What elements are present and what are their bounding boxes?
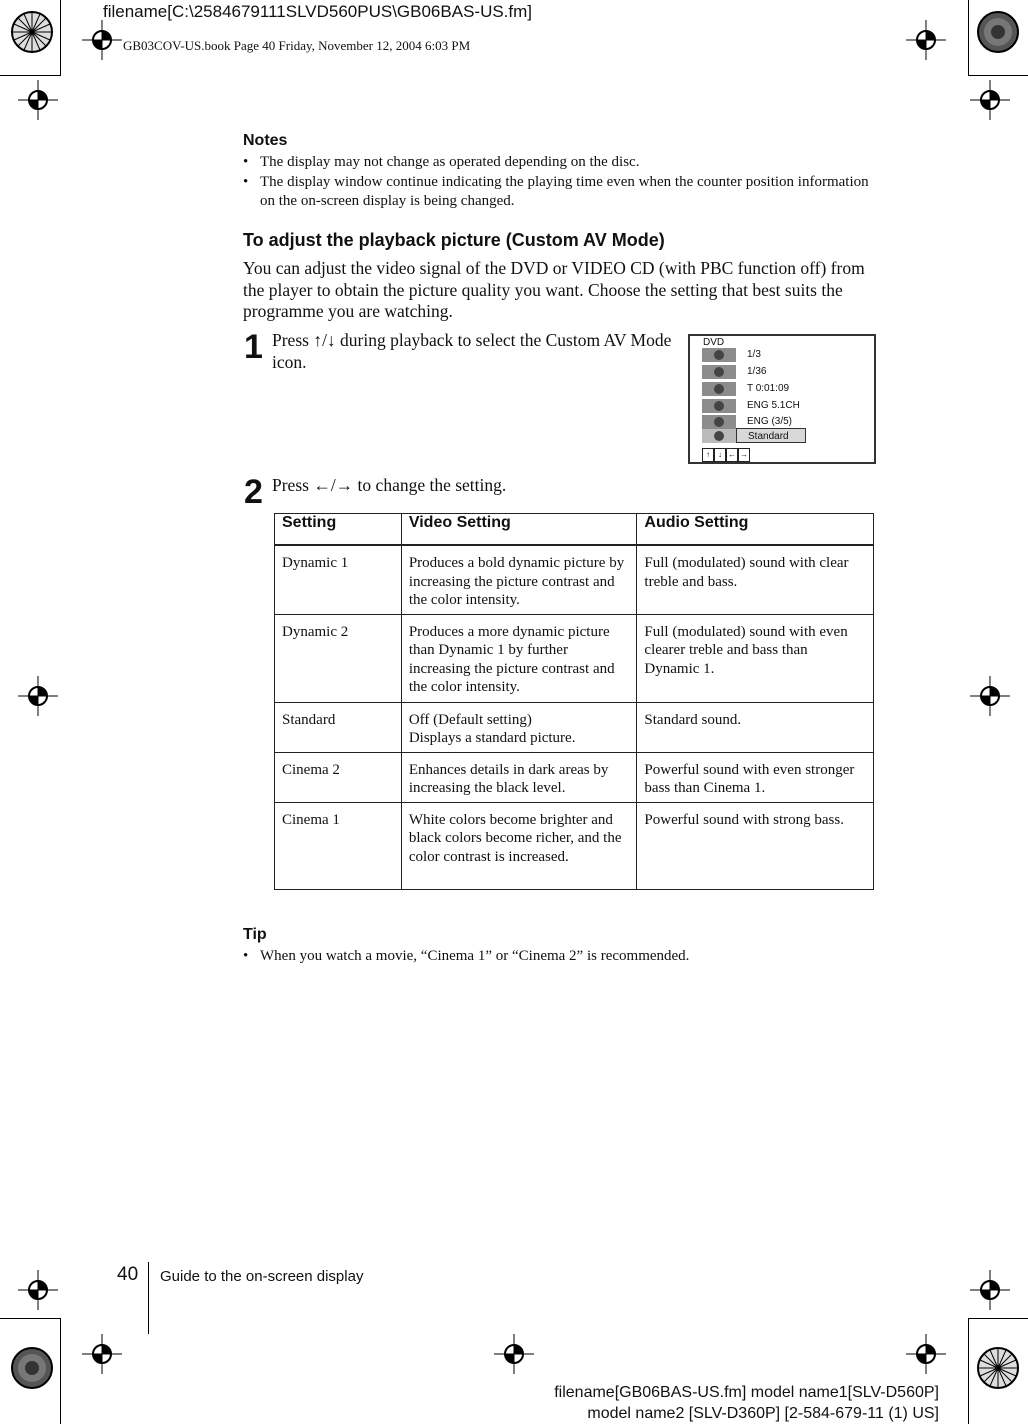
starburst-mark-icon — [10, 10, 54, 54]
osd-row-value: T 0:01:09 — [747, 383, 790, 394]
table-row — [275, 545, 874, 614]
header-filename: filename[C:\2584679111SLVD560PUS\GB06BAS-US.fm] — [103, 2, 533, 21]
footer-filename-line: model name2 [SLV-D360P] [2-584-679-11 (1) US] — [587, 1405, 939, 1422]
audio-icon — [702, 399, 736, 413]
step-number: 2 — [244, 473, 263, 511]
registration-mark-icon — [494, 1334, 534, 1374]
crop-line — [968, 1318, 969, 1424]
nav-down-icon: ↓ — [714, 448, 726, 462]
osd-row — [702, 415, 872, 429]
crop-line — [0, 75, 61, 76]
table-row — [275, 614, 874, 702]
footer-filename — [554, 1382, 939, 1424]
notes-title: Notes — [243, 132, 288, 149]
table-cell: Full (modulated) sound with even clearer treble and bass than Dynamic 1. — [637, 614, 874, 702]
table-cell: Standard sound. — [637, 702, 874, 752]
tip-item-text: When you watch a movie, “Cinema 1” or “Cinema 2” is recommended. — [260, 948, 690, 964]
footer-section-title: Guide to the on-screen display — [160, 1268, 364, 1285]
column-header: Video Setting — [401, 514, 637, 546]
registration-mark-icon — [82, 20, 122, 60]
table-row — [275, 702, 874, 752]
osd-display — [688, 334, 876, 464]
section-intro: You can adjust the video signal of the DVD or VIDEO CD (with PBC function off) from the player to obtain the picture quality you want. Choose the setting that best suits the programme you are watching. — [243, 258, 865, 321]
table-cell: Powerful sound with even stronger bass than Cinema 1. — [637, 752, 874, 802]
page-number: 40 — [117, 1264, 139, 1285]
chapter-icon — [702, 365, 736, 379]
osd-selected-setting: Standard — [736, 428, 806, 443]
osd-row-value: ENG (3/5) — [747, 416, 793, 427]
crop-line — [60, 0, 61, 75]
registration-mark-icon — [82, 1334, 122, 1374]
table-header-row — [275, 514, 874, 546]
crop-line — [968, 75, 1028, 76]
registration-mark-icon — [970, 80, 1010, 120]
step-text: Press ↑/↓ during playback to select the Custom AV Mode icon. — [272, 330, 672, 372]
settings-table — [274, 513, 874, 890]
notes-item-text: The display may not change as operated depending on the disc. — [260, 154, 640, 170]
starburst-mark-icon — [976, 1346, 1020, 1390]
crop-line — [968, 1318, 1028, 1319]
table-row — [275, 802, 874, 889]
osd-row — [702, 382, 872, 396]
footer-filename-line: filename[GB06BAS-US.fm] model name1[SLV-D560P] — [554, 1384, 939, 1401]
header-book-info: GB03COV-US.book Page 40 Friday, November 12, 2004 6:03 PM — [123, 38, 471, 53]
dot-pattern-mark-icon — [976, 10, 1020, 54]
table-cell: Produces a bold dynamic picture by increasing the picture contrast and the color intensity. — [401, 545, 637, 614]
table-cell: Enhances details in dark areas by increasing the black level. — [401, 752, 637, 802]
column-header: Audio Setting — [637, 514, 874, 546]
registration-mark-icon — [18, 80, 58, 120]
registration-mark-icon — [906, 20, 946, 60]
osd-row-value: ENG 5.1CH — [747, 400, 800, 411]
table-cell: Produces a more dynamic picture than Dynamic 1 by further increasing the picture contrast and the color intensity. — [401, 614, 637, 702]
table-cell: Off (Default setting) Displays a standard picture. — [401, 702, 637, 752]
table-cell: Cinema 1 — [275, 802, 402, 889]
registration-mark-icon — [970, 676, 1010, 716]
registration-mark-icon — [906, 1334, 946, 1374]
osd-row — [702, 348, 872, 362]
table-cell: Cinema 2 — [275, 752, 402, 802]
nav-left-icon: ← — [726, 448, 738, 462]
step-text: Press ←/→ to change the setting. — [272, 475, 507, 495]
osd-row-value: 1/36 — [747, 366, 767, 377]
crop-line — [60, 1318, 61, 1424]
table-cell: White colors become brighter and black colors become richer, and the color contrast is increased. — [401, 802, 637, 889]
registration-mark-icon — [18, 1270, 58, 1310]
crop-line — [968, 0, 969, 75]
registration-mark-icon — [18, 676, 58, 716]
nav-up-icon: ↑ — [702, 448, 714, 462]
column-header: Setting — [275, 514, 402, 546]
tip-title: Tip — [243, 926, 267, 943]
disc-icon — [702, 348, 736, 362]
subtitle-icon — [702, 415, 736, 429]
dot-pattern-mark-icon — [10, 1346, 54, 1390]
table-cell: Full (modulated) sound with clear treble and bass. — [637, 545, 874, 614]
step-number: 1 — [244, 328, 263, 366]
table-cell: Dynamic 2 — [275, 614, 402, 702]
tip-item: • When you watch a movie, “Cinema 1” or “Cinema 2” is recommended. — [243, 947, 873, 966]
custom-av-mode-icon — [702, 429, 736, 443]
notes-item: • The display window continue indicating the playing time even when the counter position information on the on-screen display is being changed. — [243, 173, 873, 211]
osd-row — [702, 399, 872, 413]
osd-row-value: 1/3 — [747, 349, 761, 360]
osd-disc-label: DVD — [703, 337, 725, 348]
notes-item: • The display may not change as operated depending on the disc. — [243, 153, 873, 172]
table-cell: Dynamic 1 — [275, 545, 402, 614]
nav-right-icon: → — [738, 448, 750, 462]
crop-line — [148, 1262, 149, 1334]
section-title: To adjust the playback picture (Custom AV Mode) — [243, 230, 665, 250]
registration-mark-icon — [970, 1270, 1010, 1310]
osd-row — [702, 365, 872, 379]
clock-icon — [702, 382, 736, 396]
crop-line — [0, 1318, 61, 1319]
table-cell: Powerful sound with strong bass. — [637, 802, 874, 889]
table-cell: Standard — [275, 702, 402, 752]
table-row — [275, 752, 874, 802]
notes-item-text: The display window continue indicating the playing time even when the counter position information on the on-screen display is being changed. — [260, 174, 869, 209]
